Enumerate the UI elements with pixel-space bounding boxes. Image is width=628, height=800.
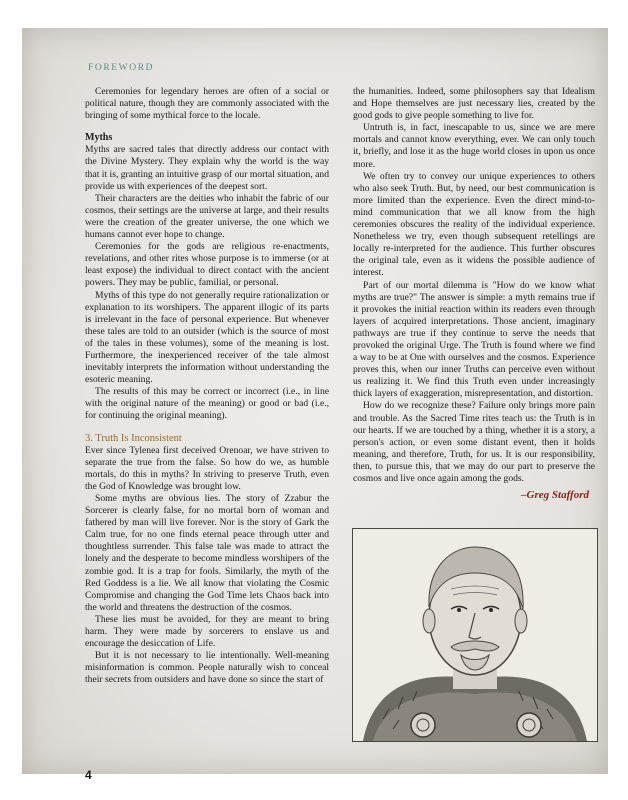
- paragraph: How do we recognize these? Failure only brings more pain and trouble. As the Sacred Time rites teach us: the Truth is in our hearts. If we are touched by a thing, whether it is a story, a person's action, or even some distant event, then it holds meaning, and therefore, Truth, for us. It is our responsibility, then, to pursue this, that we may do our part to preserve the cosmos and live once again among the gods.: [353, 400, 595, 484]
- page-number: 4: [85, 768, 92, 782]
- book-page: [22, 28, 608, 782]
- running-header: FOREWORD: [88, 63, 155, 73]
- paragraph: We often try to convey our unique experiences to others who also seek Truth. But, by need, our best communication is more limited than the experience. Even the direct mind-to-mind communication that we all know from the high ceremonies obscures the reality of the individual experience. Nonetheless we try, even though subsequent retellings are locally re-interpreted for the audience. This further obscures the original tale, even as it widens the possible audience of interest.: [353, 170, 595, 279]
- paragraph: But it is not necessary to lie intentionally. Well-meaning misinformation is common. People naturally wish to conceal their secrets from outsiders and have done so since the start of: [85, 650, 329, 686]
- left-column: [85, 86, 329, 687]
- paragraph: Ceremonies for the gods are religious re-enactments, revelations, and other rites whose purpose is to immerse (or at least expose) the individual to direct contact with the ancient powers. They may be public, familial, or personal.: [85, 241, 329, 289]
- author-signature: –Greg Stafford: [521, 489, 589, 502]
- paragraph: Myths are sacred tales that directly address our contact with the Divine Mystery. They explain why the world is the way that it is, granting an intuitive grasp of our mortal situation, and provide us with experiences of the deepest sort.: [85, 144, 329, 192]
- paragraph: The results of this may be correct or incorrect (i.e., in line with the original nature of the meaning) or good or bad (i.e., for continuing the original meaning).: [85, 386, 329, 422]
- paragraph: Some myths are obvious lies. The story of Zzabur the Sorcerer is clearly false, for no mortal born of woman and fathered by man will live forever. Nor is the story of Gark the Calm true, for no one finds eternal peace through utter and thoughtless surrender. This false tale was made to attract the lonely and the desperate to become mindless worshipers of the zombie god. It is a trap for fools. Similarly, the myth of the Red Goddess is a lie. We all know that violating the Cosmic Compromise and changing the God Time lets Chaos back into the world and threatens the destruction of the cosmos.: [85, 493, 329, 613]
- paragraph: Ceremonies for legendary heroes are often of a social or political nature, though they are commonly associated with the bringing of some mythical force to the locale.: [85, 86, 329, 122]
- paragraph: the humanities. Indeed, some philosophers say that Idealism and Hope themselves are just necessary lies, created by the good gods to give people something to live for.: [353, 86, 595, 122]
- paragraph: Their characters are the deities who inhabit the fabric of our cosmos, their settings are the universe at large, and their results were the creation of the greater universe, the one which we humans cannot ever hope to change.: [85, 192, 329, 241]
- portrait-illustration: [352, 528, 598, 742]
- right-column: [353, 86, 595, 501]
- paragraph: Myths of this type do not generally require rationalization or explanation to its worshipers. The apparent illogic of its parts is irrelevant in the face of personal experience. But whenever these tales are told to an outsider (which is the source of most of the tales in these volumes), some of the meaning is lost. Furthermore, the inexperienced receiver of the tale almost inevitably interprets the information without understanding the esoteric meaning.: [85, 289, 329, 386]
- paragraph: These lies must be avoided, for they are meant to bring harm. They were made by sorcerers to enslave us and encourage the desiccation of Life.: [85, 613, 329, 650]
- section-heading-myths: Myths: [85, 132, 113, 144]
- paragraph: Part of our mortal dilemma is "How do we know what myths are true?" The answer is simple: a myth remains true if it provokes the initial reaction within its readers even through layers of acquired interpretations. Those ancient, imaginary pathways are true if they continue to serve the needs that provoked the original Urge. The Truth is found where we find a way to be at One with ourselves and the cosmos. Experience proves this, when our inner Truths can perceive even without us realizing it. We find this Truth even under increasingly thick layers of exaggeration, misrepresentation, and distortion.: [353, 279, 595, 400]
- paragraph: Ever since Tylenea first deceived Orenoar, we have striven to separate the true from the false. So how do we, as humble mortals, do this in myths? In striving to preserve Truth, even the God of Knowledge was brought low.: [85, 444, 329, 492]
- paragraph: Untruth is, in fact, inescapable to us, since we are mere mortals and cannot know everything, ever. We can only touch it, briefly, and lose it as the huge world closes in upon us once more.: [353, 122, 595, 170]
- section-heading-truth: 3. Truth Is Inconsistent: [85, 432, 182, 444]
- portrait-drawing: [353, 529, 597, 741]
